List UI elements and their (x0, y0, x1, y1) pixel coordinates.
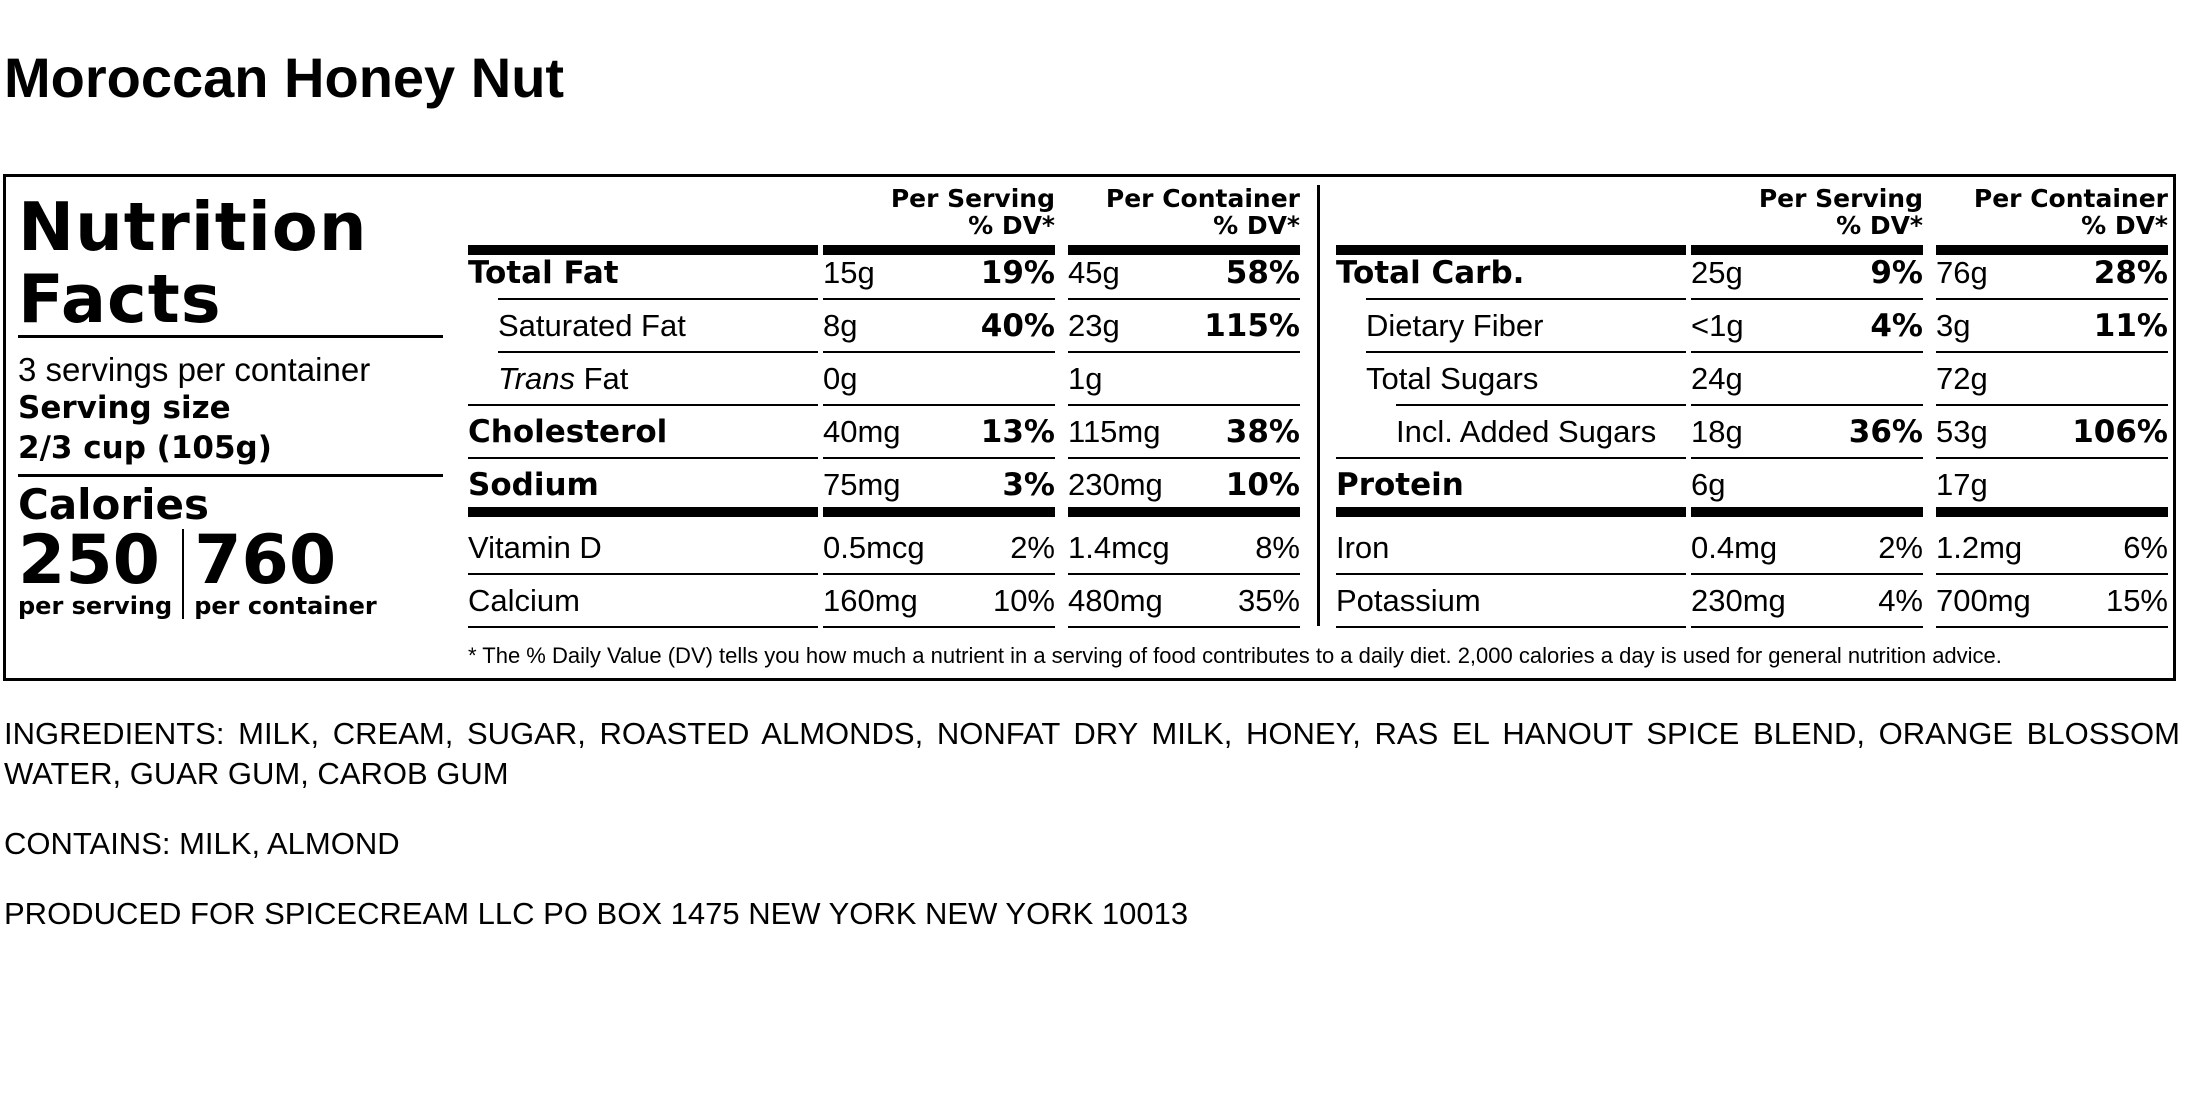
serving-size-label: Serving size (18, 390, 231, 426)
divider (18, 474, 443, 477)
nutrition-facts-heading (18, 188, 443, 338)
container-amount: 1.2mg (1936, 530, 2023, 565)
heading-line-2: Facts (18, 260, 222, 338)
container-amount: 76g (1936, 255, 1988, 290)
calories-per-serving: 250 (18, 521, 160, 600)
container-amount: 3g (1936, 308, 1971, 343)
thick-rule (1936, 507, 2168, 517)
container-amount: 17g (1936, 467, 1988, 502)
calories-per-serving-block (18, 521, 182, 620)
container-amount: 115mg (1068, 414, 1161, 449)
per-container-header-line2: % DV* (2081, 211, 2168, 240)
calories-label: Calories (18, 480, 210, 529)
serving-amount: 0.5mcg (823, 530, 925, 565)
per-serving-header-line2: % DV* (1836, 211, 1923, 240)
container-daily-value: 15% (2105, 583, 2168, 618)
container-amount: 23g (1068, 308, 1120, 343)
nutrient-name-italic: Trans (498, 361, 575, 396)
nutrient-name: Cholesterol (468, 414, 668, 450)
row-rule (1366, 351, 1686, 353)
container-daily-value: 115% (1204, 308, 1300, 344)
row-rule (1068, 404, 1300, 406)
serving-daily-value (1691, 460, 1923, 510)
nutrient-name: Sodium (468, 467, 599, 503)
container-daily-value: 6% (2123, 530, 2168, 565)
nutrient-name: Incl. Added Sugars (1396, 414, 1657, 449)
serving-daily-value: 4% (1878, 583, 1923, 618)
row-rule (823, 457, 1055, 459)
row-rule (1936, 457, 2168, 459)
calories-row (18, 521, 443, 620)
per-container-header-line1: Per Container (1973, 184, 2168, 213)
row-rule (823, 351, 1055, 353)
container-daily-value: 35% (1237, 583, 1300, 618)
container-amount: 53g (1936, 414, 1988, 449)
serving-amount: 6g (1691, 467, 1726, 502)
heading-line-1: Nutrition (18, 188, 368, 266)
serving-amount: <1g (1691, 308, 1744, 343)
row-rule (1068, 351, 1300, 353)
ingredients-text: INGREDIENTS: MILK, CREAM, SUGAR, ROASTED ALMONDS, NONFAT DRY MILK, HONEY, RAS EL HANOUT SPICE BLEND, ORANGE BLOSSOM WATER, GUAR GUM, CAROB GUM (4, 716, 2180, 791)
nutrient-name: Dietary Fiber (1366, 308, 1544, 343)
container-amount: 1g (1068, 361, 1103, 396)
container-daily-value: 106% (2072, 414, 2168, 450)
serving-amount: 230mg (1691, 583, 1786, 618)
nutrition-facts-label (3, 174, 2176, 681)
thick-rule (823, 507, 1055, 517)
serving-amount: 24g (1691, 361, 1743, 396)
container-amount: 480mg (1068, 583, 1163, 618)
row-rule (1936, 573, 2168, 575)
container-amount: 72g (1936, 361, 1988, 396)
row-rule (1691, 573, 1923, 575)
container-daily-value (1068, 354, 1300, 404)
serving-daily-value: 13% (980, 414, 1055, 450)
serving-daily-value: 40% (980, 308, 1055, 344)
row-rule (1068, 457, 1300, 459)
nutrient-name: Protein (1336, 467, 1464, 503)
container-daily-value (1936, 354, 2168, 404)
row-rule (1691, 404, 1923, 406)
row-rule (1936, 626, 2168, 628)
serving-daily-value: 19% (980, 255, 1055, 291)
calories-per-container-label: per container (194, 592, 377, 620)
nutrient-name: Saturated Fat (498, 308, 686, 343)
per-serving-header-line1: Per Serving (1758, 184, 1923, 213)
calories-per-serving-label: per serving (18, 592, 173, 620)
serving-daily-value: 36% (1848, 414, 1923, 450)
row-rule (1936, 351, 2168, 353)
daily-value-footnote: * The % Daily Value (DV) tells you how much a nutrient in a serving of food contributes to a daily diet. 2,000 calories a day is used for general nutrition advice. (468, 643, 2002, 668)
nutrient-name: Vitamin D (468, 530, 602, 565)
container-daily-value: 28% (2093, 255, 2168, 291)
serving-amount: 15g (823, 255, 875, 290)
serving-daily-value: 9% (1870, 255, 1923, 291)
row-rule (1366, 298, 1686, 300)
container-amount: 45g (1068, 255, 1120, 290)
container-daily-value (1936, 460, 2168, 510)
contains-text: CONTAINS: MILK, ALMOND (4, 826, 400, 861)
produced-for-text: PRODUCED FOR SPICECREAM LLC PO BOX 1475 NEW YORK NEW YORK 10013 (4, 896, 1189, 931)
row-rule (468, 626, 818, 628)
row-rule (823, 298, 1055, 300)
per-serving-header-line1: Per Serving (890, 184, 1055, 213)
container-daily-value: 8% (1255, 530, 1300, 565)
row-rule (1336, 457, 1686, 459)
serving-daily-value: 4% (1870, 308, 1923, 344)
thick-rule (468, 507, 818, 517)
column-divider (1317, 185, 1320, 626)
row-rule (1936, 298, 2168, 300)
row-rule (1336, 626, 1686, 628)
nutrient-name: Potassium (1336, 583, 1481, 618)
row-rule (1936, 404, 2168, 406)
row-rule (1068, 626, 1300, 628)
row-rule (1068, 573, 1300, 575)
serving-daily-value: 10% (992, 583, 1055, 618)
row-rule (498, 351, 818, 353)
label-summary (18, 188, 443, 620)
per-serving-header (823, 185, 1055, 239)
nutrient-name: Calcium (468, 583, 580, 618)
container-amount: 700mg (1936, 583, 2031, 618)
serving-size-value: 2/3 cup (105g) (18, 430, 272, 466)
servings-per-container: 3 servings per container (18, 351, 371, 388)
nutrient-name (498, 354, 628, 404)
row-rule (1691, 626, 1923, 628)
serving-amount: 18g (1691, 414, 1743, 449)
per-serving-header-line2: % DV* (968, 211, 1055, 240)
row-rule (468, 457, 818, 459)
serving-amount: 0.4mg (1691, 530, 1778, 565)
row-rule (1691, 351, 1923, 353)
serving-amount: 160mg (823, 583, 918, 618)
row-rule (823, 626, 1055, 628)
thick-rule (1691, 507, 1923, 517)
per-container-header (1068, 185, 1300, 239)
serving-daily-value: 2% (1878, 530, 1923, 565)
row-rule (1691, 457, 1923, 459)
per-container-header-line1: Per Container (1105, 184, 1300, 213)
per-serving-header (1691, 185, 1923, 239)
nutrient-name: Total Carb. (1336, 255, 1525, 291)
nutrient-name: Total Fat (468, 255, 619, 291)
serving-amount: 75mg (823, 467, 901, 502)
serving-amount: 25g (1691, 255, 1743, 290)
row-rule (1396, 404, 1686, 406)
thick-rule (1068, 507, 1300, 517)
row-rule (1068, 298, 1300, 300)
calories-per-container: 760 (194, 521, 337, 600)
thick-rule (1336, 507, 1686, 517)
serving-amount: 8g (823, 308, 858, 343)
container-daily-value: 58% (1225, 255, 1300, 291)
container-amount: 230mg (1068, 467, 1163, 502)
calories-per-container-block (182, 521, 387, 620)
row-rule (468, 404, 818, 406)
nutrient-name-rest: Fat (574, 361, 629, 396)
nutrient-name: Total Sugars (1366, 361, 1539, 396)
row-rule (498, 298, 818, 300)
serving-amount: 0g (823, 361, 858, 396)
row-rule (823, 573, 1055, 575)
product-title: Moroccan Honey Nut (4, 46, 565, 109)
serving-daily-value (1691, 354, 1923, 404)
container-daily-value: 10% (1225, 467, 1300, 503)
per-container-header-line2: % DV* (1213, 211, 1300, 240)
container-daily-value: 38% (1225, 414, 1300, 450)
row-rule (468, 573, 818, 575)
row-rule (1336, 573, 1686, 575)
container-daily-value: 11% (2093, 308, 2168, 344)
per-container-header (1936, 185, 2168, 239)
row-rule (823, 404, 1055, 406)
container-amount: 1.4mcg (1068, 530, 1170, 565)
row-rule (1691, 298, 1923, 300)
nutrient-name: Iron (1336, 530, 1390, 565)
serving-daily-value (823, 354, 1055, 404)
serving-amount: 40mg (823, 414, 901, 449)
serving-daily-value: 2% (1010, 530, 1055, 565)
serving-daily-value: 3% (1002, 467, 1055, 503)
